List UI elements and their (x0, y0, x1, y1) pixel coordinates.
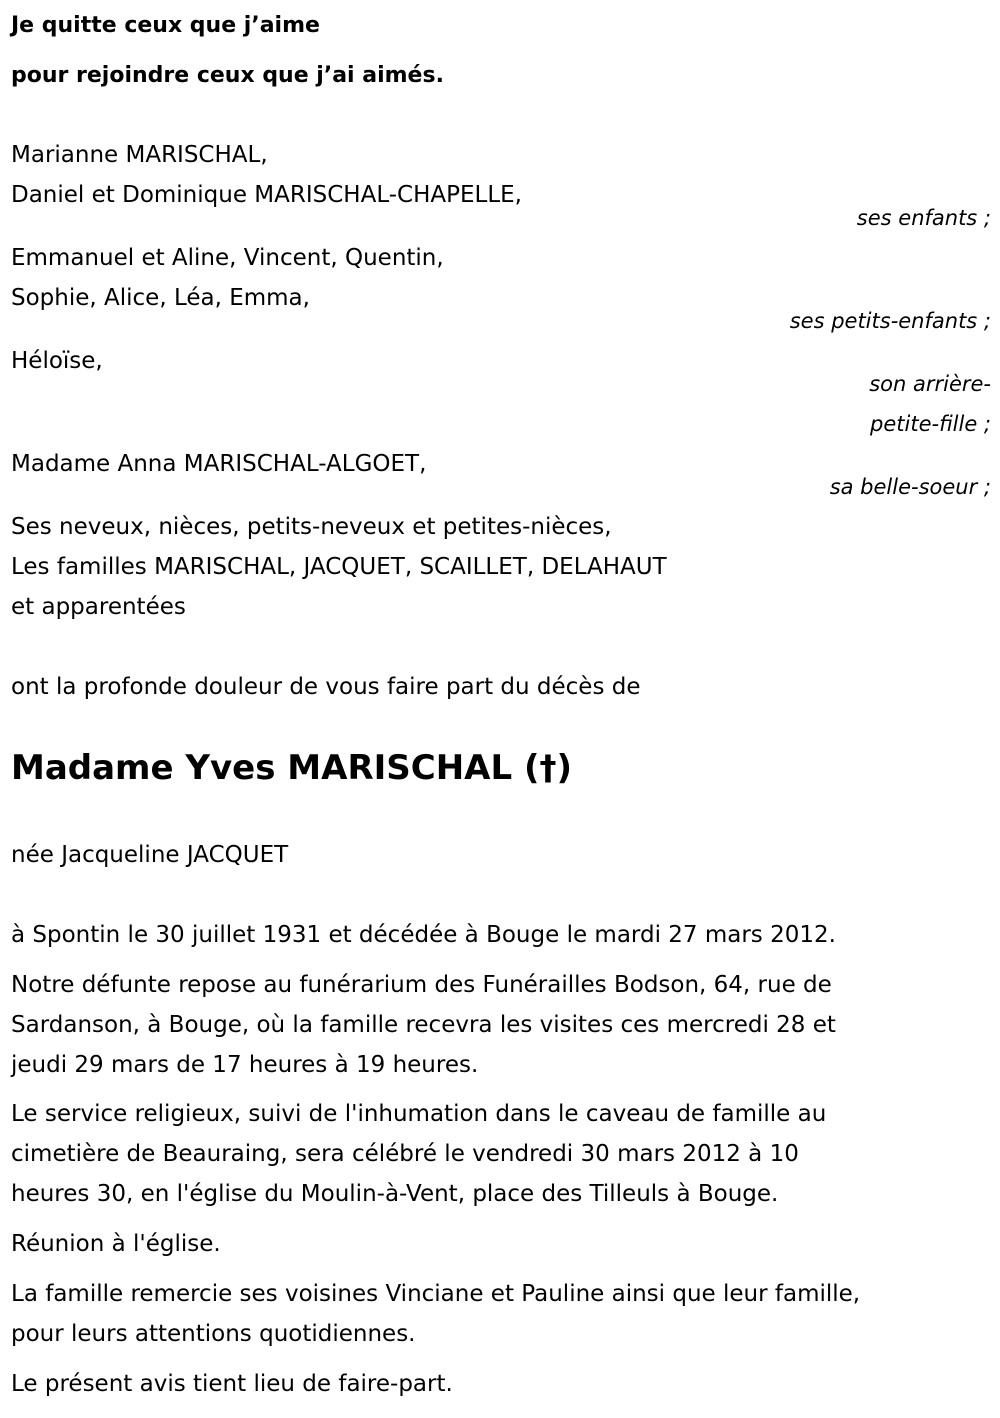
grandchildren-relation: ses petits-enfants ; (789, 309, 991, 333)
rest-line-3: jeudi 29 mars de 17 heures à 19 heures. (11, 1052, 479, 1078)
sister-in-law-name: Madame Anna MARISCHAL-ALGOET, (11, 451, 427, 477)
great-grandchild-relation-2: petite-fille ; (870, 412, 991, 436)
service-line-2: cimetière de Beauraing, sera célébré le vendredi 30 mars 2012 à 10 (11, 1141, 799, 1167)
other-family-line-3: et apparentées (11, 594, 186, 620)
cross-icon: † (539, 748, 557, 788)
sister-in-law-relation: sa belle-soeur ; (829, 475, 991, 499)
announcement: ont la profonde douleur de vous faire part du décès de (11, 674, 641, 700)
thanks-line-2: pour leurs attentions quotidiennes. (11, 1321, 416, 1347)
rest-line-2: Sardanson, à Bouge, où la famille recevra les visites ces mercredi 28 et (11, 1012, 836, 1038)
grandchildren-name-2: Sophie, Alice, Léa, Emma, (11, 285, 310, 311)
great-grandchild-name: Héloïse, (11, 348, 103, 374)
birth-death-line: à Spontin le 30 juillet 1931 et décédée à Bouge le mardi 27 mars 2012. (11, 922, 836, 948)
deceased-name (11, 744, 572, 792)
children-name-1: Marianne MARISCHAL, (11, 142, 268, 168)
service-line-3: heures 30, en l'église du Moulin-à-Vent, place des Tilleuls à Bouge. (11, 1181, 779, 1207)
children-relation: ses enfants ; (856, 206, 991, 230)
service-line-1: Le service religieux, suivi de l'inhumation dans le caveau de famille au (11, 1101, 827, 1127)
thanks-line-1: La famille remercie ses voisines Vinciane et Pauline ainsi que leur famille, (11, 1281, 861, 1307)
maiden-name: née Jacqueline JACQUET (11, 842, 289, 868)
other-family-line-1: Ses neveux, nièces, petits-neveux et petites-nièces, (11, 514, 612, 540)
epitaph-line-1: Je quitte ceux que j’aime (11, 13, 320, 38)
epitaph-line-2: pour rejoindre ceux que j’ai aimés. (11, 63, 444, 88)
notice-line: Le présent avis tient lieu de faire-part. (11, 1371, 453, 1397)
rest-line-1: Notre défunte repose au funérarium des Funérailles Bodson, 64, rue de (11, 972, 832, 998)
grandchildren-name-1: Emmanuel et Aline, Vincent, Quentin, (11, 245, 444, 271)
other-family-line-2: Les familles MARISCHAL, JACQUET, SCAILLET, DELAHAUT (11, 554, 667, 580)
deceased-name-text: Madame Yves MARISCHAL ( (11, 748, 540, 788)
children-name-2: Daniel et Dominique MARISCHAL-CHAPELLE, (11, 182, 522, 208)
meeting-line: Réunion à l'église. (11, 1231, 221, 1257)
great-grandchild-relation-1: son arrière- (869, 372, 991, 396)
deceased-name-close: ) (556, 748, 573, 788)
